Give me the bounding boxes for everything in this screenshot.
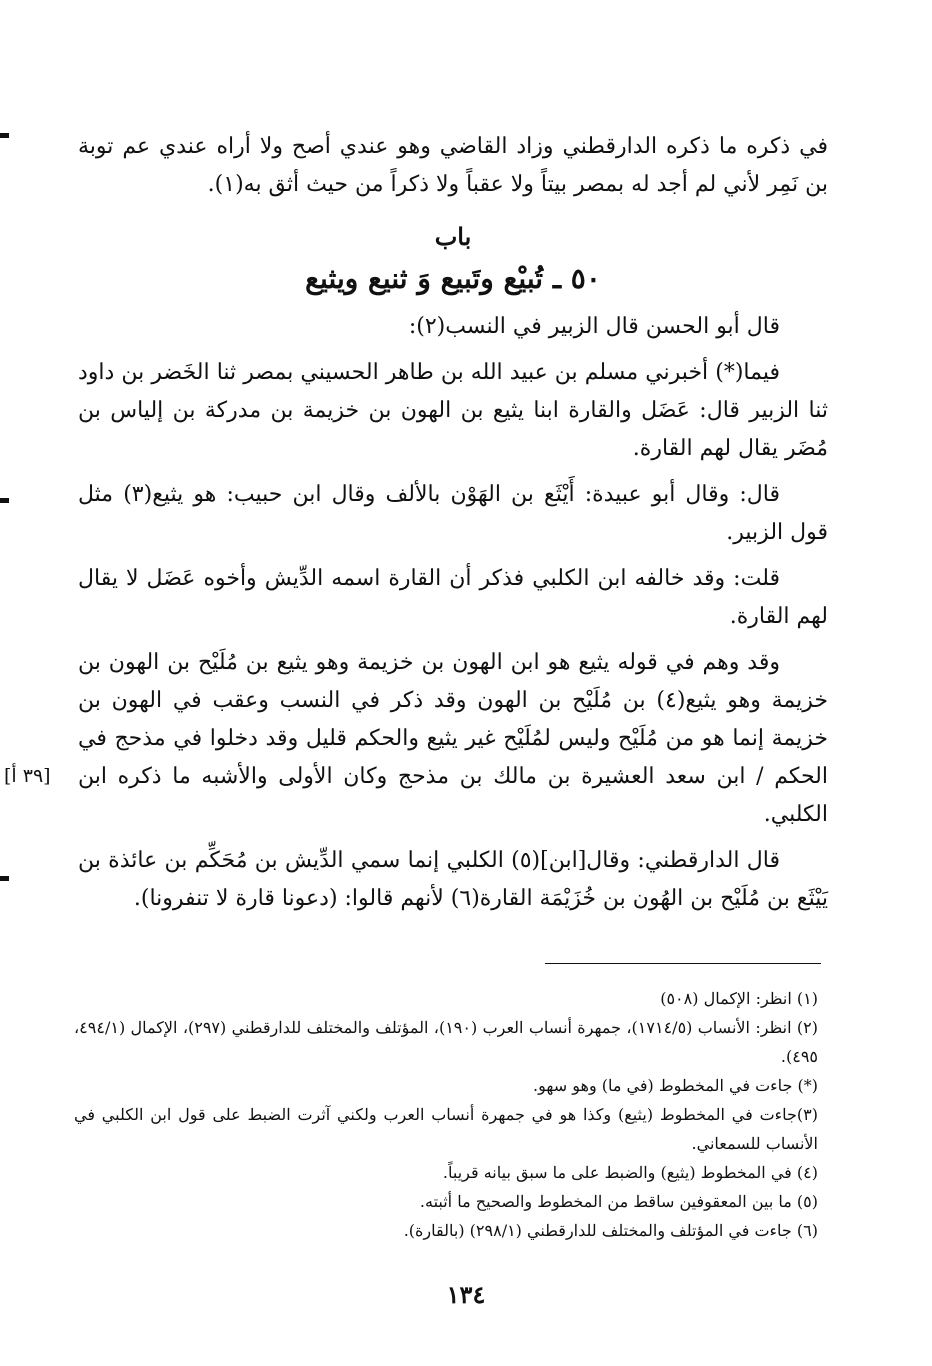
paragraph-7: قال الدارقطني: وقال[ابن](٥) الكلبي إنما سمي الدِّيش بن مُحَكِّم بن عائذة بن يَيْثَع بن مُلَيْح بن الهُون بن خُزَيْمَة القارة(٦) لأنهم قالوا: (دعونا قارة لا تنفرونا). (78, 848, 828, 911)
paragraph-3: فيما(*) أخبرني مسلم بن عبيد الله بن طاهر الحسيني بمصر ثنا الخَضر بن داود ثنا الزبير قال: عَضَل والقارة ابنا يثيع بن الهون بن خزيمة بن مدركة بن إلياس بن مُضَر يقال لهم القارة. (78, 360, 828, 461)
scan-edge-mark (0, 498, 9, 503)
footnote-5: (٥) ما بين المعقوفين ساقط من المخطوط والصحيح ما أثبته. (419, 1192, 818, 1211)
section-title: ٥٠ ـ تُبيْع وتَبيع وَ ثنيع ويثيع (305, 262, 601, 295)
footnote-divider (545, 963, 821, 964)
footnote-1: (١) انظر: الإكمال (٥٠٨) (660, 989, 818, 1008)
main-text (78, 128, 828, 926)
paragraph-5: قلت: وقد خالفه ابن الكلبي فذكر أن القارة اسمه الدِّيش وأخوه عَضَل لا يقال لهم القارة. (78, 566, 828, 629)
footnote-star: (*) جاءت في المخطوط (في ما) وهو سهو. (533, 1076, 818, 1095)
paragraph-2: قال أبو الحسن قال الزبير في النسب(٢): (408, 314, 780, 339)
scan-edge-mark (0, 133, 9, 138)
scan-edge-mark (0, 876, 9, 881)
footnote-2: (٢) انظر: الأنساب (١٧١٤/٥)، جمهرة أنساب العرب (١٩٠)، المؤتلف والمختلف للدارقطني (٢٩٧)، الإكمال (٤٩٤/١، ٤٩٥). (74, 1018, 819, 1066)
page-number: ١٣٤ (446, 1280, 486, 1309)
footnote-6: (٦) جاءت في المؤتلف والمختلف للدارقطني (٢٩٨/١) (بالقارة). (403, 1221, 818, 1240)
footnote-4: (٤) في المخطوط (يثيع) والضبط على ما سبق بيانه قريباً. (442, 1163, 818, 1182)
paragraph-4: قال: وقال أبو عبيدة: أَيْثَع بن الهَوْن بالألف وقال ابن حبيب: هو يثيع(٣) مثل قول الزبير. (78, 482, 828, 545)
paragraph-6: وقد وهم في قوله يثيع هو ابن الهون بن خزيمة وهو يثيع بن مُلَيْح بن الهون بن خزيمة وهو يثيع(٤) بن مُلَيْح بن الهون وقد ذكر في النسب وعقب في الهون بن خزيمة إنما هو من مُلَيْح وليس لمُلَيْح غير يثيع والحكم قليل وقد دخلوا في مذحج في الحكم / ابن سعد العشيرة بن مالك بن مذحج وكان الأولى والأشبه ما ذكره ابن الكلبي. (78, 650, 828, 827)
footnote-3: (٣)جاءت في المخطوط (يثيع) وكذا هو في جمهرة أنساب العرب ولكني آثرت الضبط على قول ابن الكلبي في الأنساب للسمعاني. (74, 1105, 818, 1153)
manuscript-folio-marker: [٣٩ أ] (4, 765, 51, 787)
paragraph-1: في ذكره ما ذكره الدارقطني وزاد القاضي وهو عندي أصح ولا أراه عندي عم توبة بن نَمِر لأني لم أجد له بمصر بيتاً ولا عقباً ولا ذكراً من حيث أثق به(١). (78, 134, 828, 197)
footnotes (74, 984, 818, 1245)
chapter-heading: باب (434, 222, 472, 251)
